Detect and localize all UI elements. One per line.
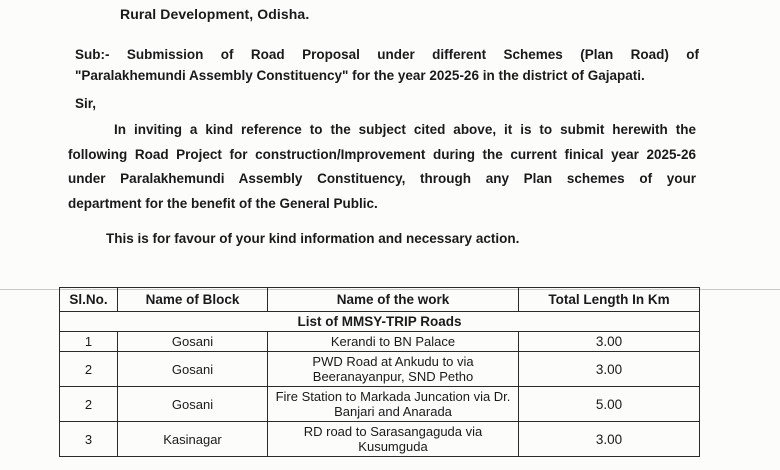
section-row — [60, 312, 700, 332]
cell-length: 3.00 — [519, 332, 700, 352]
subject-block — [75, 44, 699, 86]
header-sl-no: Sl.No. — [60, 288, 118, 312]
cell-block: Gosani — [118, 332, 268, 352]
table-row — [60, 332, 700, 352]
cell-work: PWD Road at Ankudu to via Beeranayanpur, SND Petho — [268, 352, 519, 387]
subject-line: "Paralakhemundi Assembly Constituency" for the year 2025-26 in the district of Gajapati. — [75, 68, 645, 83]
cell-sl: 3 — [60, 422, 118, 457]
header-length: Total Length In Km — [519, 288, 700, 312]
cell-work: Fire Station to Markada Juncation via Dr. Banjari and Anarada — [268, 387, 519, 422]
cell-work: Kerandi to BN Palace — [268, 332, 519, 352]
road-table — [59, 287, 700, 457]
subject-line: Sub:- Submission of Road Proposal under different Schemes (Plan Road) of — [75, 47, 699, 62]
cell-work: RD road to Sarasangaguda via Kusumguda — [268, 422, 519, 457]
cell-sl: 2 — [60, 387, 118, 422]
cell-block: Gosani — [118, 387, 268, 422]
cell-sl: 1 — [60, 332, 118, 352]
cell-length: 3.00 — [519, 352, 700, 387]
table-row — [60, 387, 700, 422]
header-work: Name of the work — [268, 288, 519, 312]
cell-length: 3.00 — [519, 422, 700, 457]
closing-line: This is for favour of your kind information and necessary action. — [106, 231, 520, 246]
body-line: following Road Project for construction/Improvement during the current finical year 2025-26 — [68, 146, 696, 162]
body-paragraph — [68, 118, 696, 216]
table-header-row — [60, 288, 700, 312]
cell-block: Gosani — [118, 352, 268, 387]
address-line: Rural Development, Odisha. — [120, 6, 310, 22]
cell-length: 5.00 — [519, 387, 700, 422]
cell-block: Kasinagar — [118, 422, 268, 457]
table-row — [60, 352, 700, 387]
body-line: In inviting a kind reference to the subject cited above, it is to submit herewith the — [114, 122, 696, 137]
section-title: List of MMSY-TRIP Roads — [60, 312, 700, 332]
body-line: under Paralakhemundi Assembly Constituency, through any Plan schemes of your — [68, 171, 696, 186]
body-line: department for the benefit of the General Public. — [68, 195, 378, 211]
salutation: Sir, — [75, 96, 97, 111]
header-block: Name of Block — [118, 288, 268, 312]
cell-sl: 2 — [60, 352, 118, 387]
table-row — [60, 422, 700, 457]
